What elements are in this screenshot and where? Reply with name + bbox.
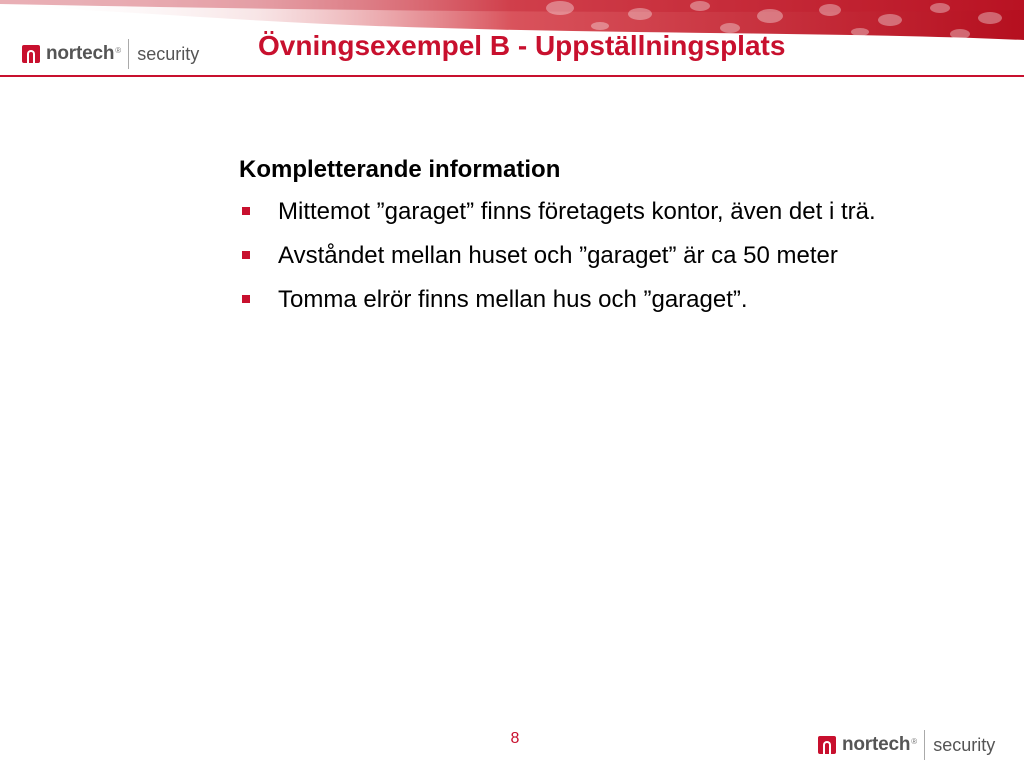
- header-logo: [22, 36, 199, 72]
- page-number: 8: [510, 730, 520, 747]
- square-bullet-icon: [242, 207, 250, 215]
- logo-wordmark: nortech: [46, 43, 115, 64]
- registered-mark: ®: [911, 736, 918, 746]
- slide-content: [239, 156, 984, 326]
- bullet-item: [239, 282, 984, 317]
- logo-subtext: security: [933, 734, 996, 755]
- logo-subtext: security: [137, 43, 200, 64]
- bullet-text: Tomma elrör finns mellan hus och ”garaget”.: [278, 286, 748, 313]
- content-heading: Kompletterande information: [239, 156, 561, 183]
- slide-title: Övningsexempel B - Uppställningsplats: [258, 30, 786, 61]
- logo-separator: [924, 730, 925, 760]
- square-bullet-icon: [242, 295, 250, 303]
- bullet-text: Mittemot ”garaget” finns företagets kontor, även det i trä.: [278, 198, 876, 225]
- footer-logo: [818, 727, 995, 763]
- logo-separator: [128, 39, 129, 69]
- registered-mark: ®: [115, 45, 122, 55]
- square-bullet-icon: [242, 251, 250, 259]
- nortech-n-icon: [22, 45, 40, 63]
- bullet-text: Avståndet mellan huset och ”garaget” är ca 50 meter: [278, 242, 838, 269]
- bullet-list: [239, 194, 984, 317]
- bullet-item: [239, 194, 984, 229]
- bullet-item: [239, 238, 984, 273]
- logo-wordmark: nortech: [842, 734, 911, 755]
- header-divider: [0, 75, 1024, 77]
- nortech-n-icon: [818, 736, 836, 754]
